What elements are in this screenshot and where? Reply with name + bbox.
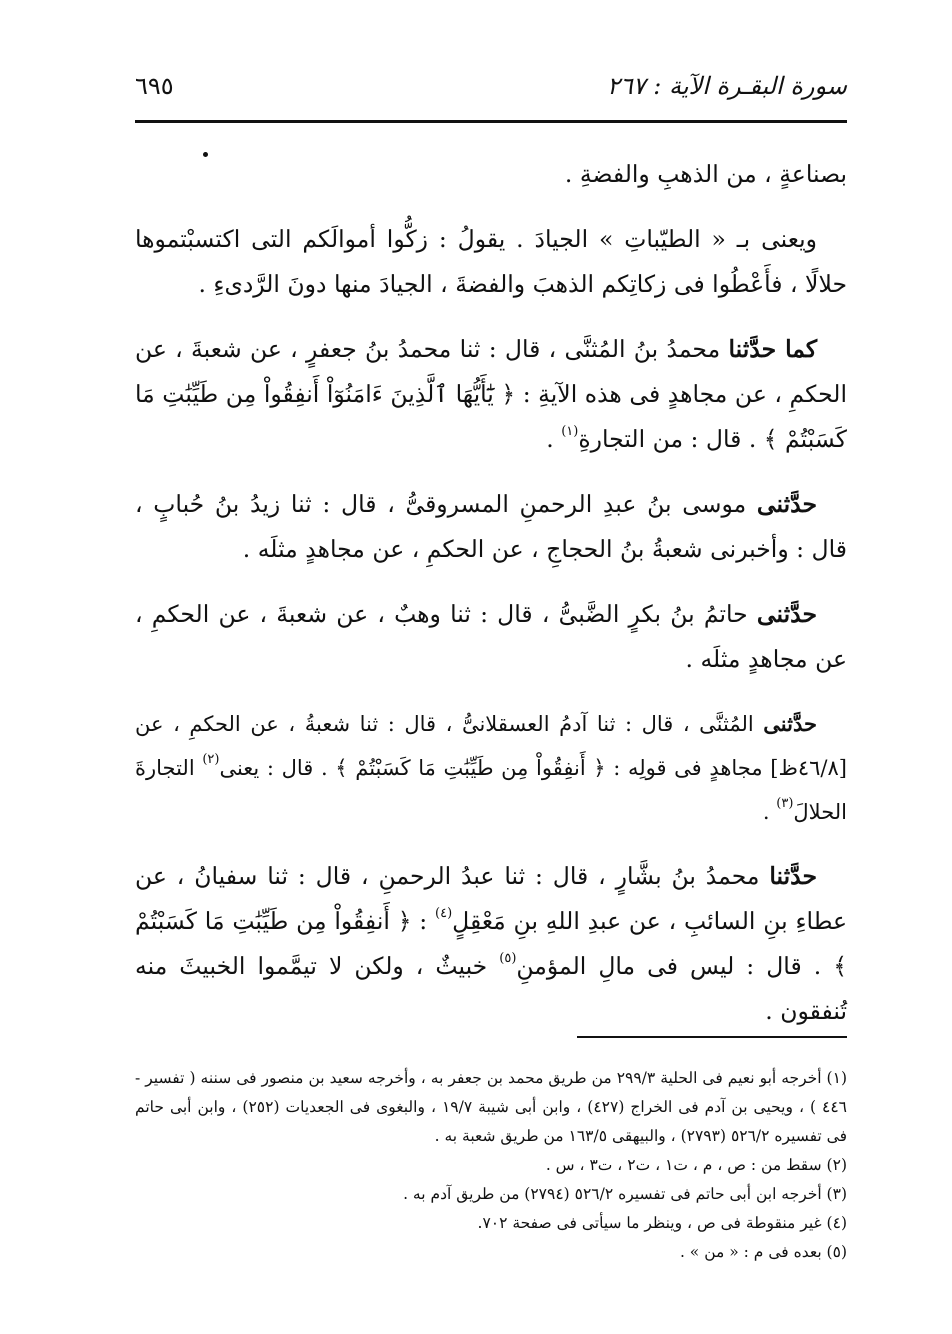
paragraph-lead: حدَّثنى [763, 711, 817, 736]
header-rule [135, 120, 847, 123]
surah-title: سورة البقـرة الآية : ٢٦٧ [606, 72, 847, 100]
paragraph-2: ويعنى بـ « الطيّباتِ » الجيادَ . يقولُ : زكُّوا أموالَكم التى اكتسبْتموها حلالًا ، فأَعْطُوا فى زكاتِكم الذهبَ والفضةَ ، الجيادَ منها دونَ الرَّدىءِ . [135, 225, 847, 298]
paragraph-lead: حدَّثنى [756, 600, 817, 628]
footnote-3: (٣) أخرجه ابن أبى حاتم فى تفسيره ٥٢٦/٢ (٢٧٩٤) من طريق آدم به . [403, 1185, 847, 1203]
footnote-2: (٢) سقط من : ص ، م ، ت١ ، ت٢ ، ت٣ ، س . [545, 1156, 847, 1174]
footnote-1: (١) أخرجه أبو نعيم فى الحلية ٢٩٩/٣ من طريق محمد بن جعفر به ، وأخرجه سعيد بن منصور فى سننه ( تفسير - ٤٤٦ ) ، ويحيى بن آدم فى الخراج (٤٢٧) ، وابن أبى شيبة ١٩/٧ ، والبغوى فى الجعديات (٢٥٢) ، وابن أبى حاتم فى تفسيره ٥٢٦/٢ (٢٧٩٣) ، والبيهقى ١٦٣/٥ من طريق شعبة به . [135, 1069, 848, 1145]
footnotes [135, 1064, 847, 1267]
paragraph-lead: كما حدَّثنا [728, 335, 818, 363]
paragraph-6: حدَّثنى المُثنَّى ، قال : ثنا آدمُ العسقلانىُّ ، قال : ثنا شعبةُ ، عن الحكمِ ، عن [٤٦/٨ظ] مجاهدٍ فى قولِه : ﴿ أَنفِقُواْ مِن طَيِّبَٰتِ مَا كَسَبْتُمْ ﴾ . قال : يعنى$^{(٢)}$ التجارةَ الحلالَ$^{(٣)}$ . [135, 711, 847, 824]
footnote-ref: (٥) [499, 951, 517, 966]
footnote-ref: (١) [561, 424, 579, 439]
main-text [135, 152, 847, 1054]
paragraph-5: حدَّثنى حاتمُ بنُ بكرٍ الضَّبىُّ ، قال : ثنا وهبٌ ، عن شعبةَ ، عن الحكمِ ، عن مجاهدٍ مثلَه . [135, 600, 847, 673]
footnote-ref: (٢) [202, 752, 220, 767]
footnote-ref: (٤) [435, 906, 453, 921]
footnote-ref: (٣) [776, 796, 794, 811]
page-number: ٦٩٥ [135, 72, 174, 100]
paragraph-4: حدَّثنى موسى بنُ عبدِ الرحمنِ المسروقىُّ ، قال : ثنا زيدُ بنُ حُبابٍ ، قال : وأخبرنى شعبةُ بنُ الحجاجِ ، عن الحكمِ ، عن مجاهدٍ مثلَه . [135, 490, 847, 563]
running-header [135, 72, 847, 108]
paragraph-lead: حدَّثنى [756, 490, 817, 518]
paragraph-1: بصناعةٍ ، من الذهبِ والفضةِ . [564, 160, 847, 188]
paragraph-7: حدَّثنا محمدُ بنُ بشَّارٍ ، قال : ثنا عبدُ الرحمنِ ، قال : ثنا سفيانُ ، عن عطاءِ بنِ السائبِ ، عن عبدِ اللهِ بنِ مَعْقِلٍ$^{(٤)}$ : ﴿ أَنفِقُواْ مِن طَيِّبَٰتِ مَا كَسَبْتُمْ ﴾ . قال : ليس فى مالِ المؤمنِ$^{(٥)}$ خبيثٌ ، ولكن لا تيمَّموا الخبيثَ منه تُنفقون . [135, 862, 847, 1025]
footnote-4: (٤) غير منقوطة فى ص ، وينظر ما سيأتى فى صفحة ٧٠٢. [477, 1214, 847, 1232]
paragraph-3: كما حدَّثنا محمدُ بنُ المُثنَّى ، قال : ثنا محمدُ بنُ جعفرٍ ، عن شعبةَ ، عن الحكمِ ، عن مجاهدٍ فى هذه الآيةِ : ﴿ يَٰٓأَيُّهَا ٱلَّذِينَ ءَامَنُوٓاْ أَنفِقُواْ مِن طَيِّبَٰتِ مَا كَسَبْتُمْ ﴾ . قال : من التجارةِ$^{(١)}$ . [135, 335, 847, 453]
footnote-5: (٥) بعده فى م : « من » . [679, 1243, 847, 1261]
footnote-rule [577, 1036, 847, 1038]
paragraph-lead: حدَّثنا [769, 862, 817, 890]
